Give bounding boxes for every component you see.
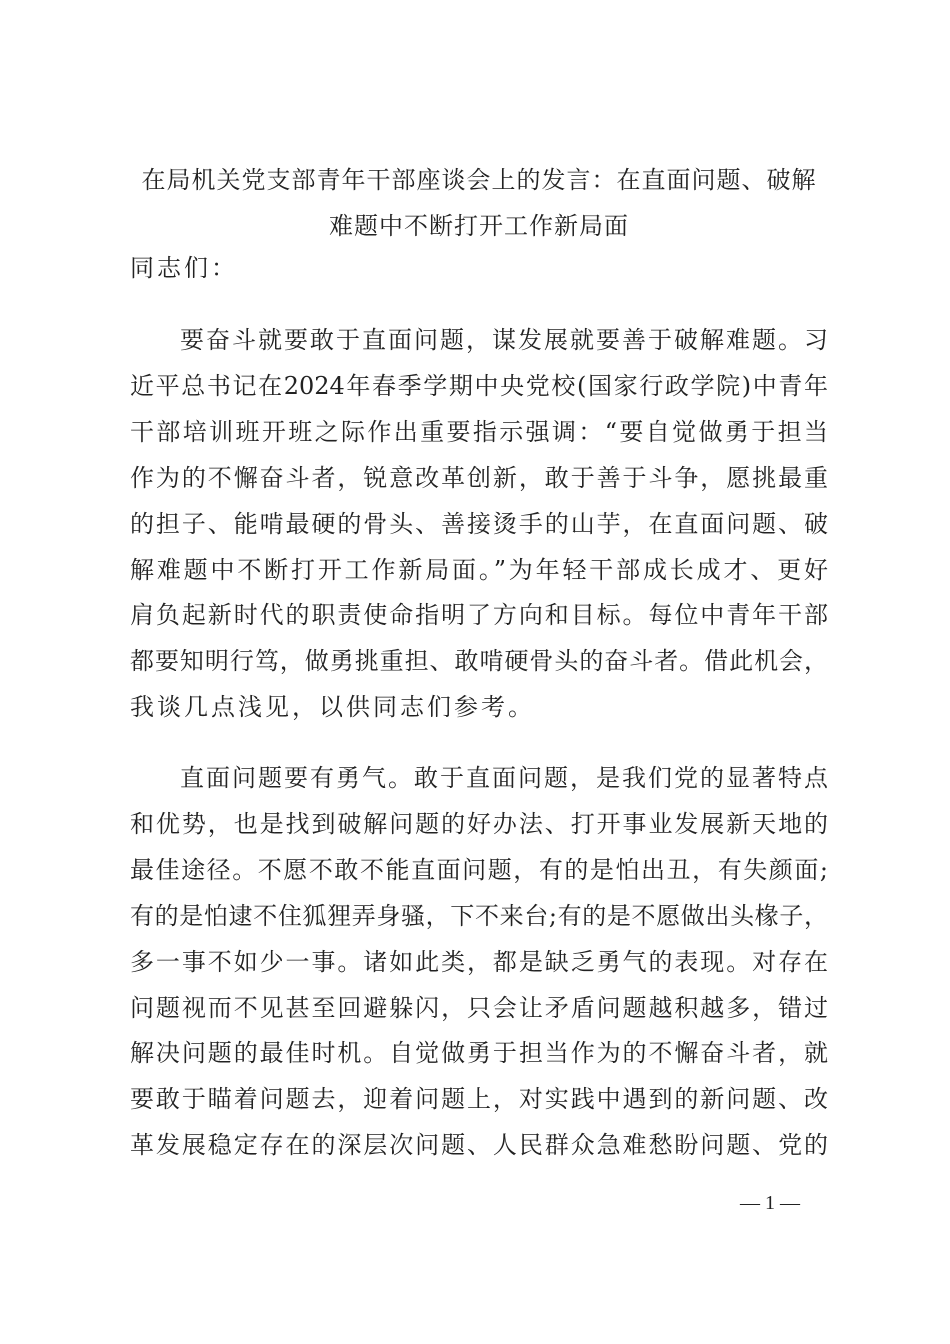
page-number: — 1 — — [740, 1192, 800, 1214]
paragraph-2-line: 要敢于瞄着问题去，迎着问题上，对实践中遇到的新问题、改 — [130, 1085, 828, 1114]
paragraph-1-line: 干部培训班开班之际作出重要指示强调：“要自觉做勇于担当 — [130, 417, 828, 446]
paragraph-2-line: 最佳途径。不愿不敢不能直面问题，有的是怕出丑，有失颜面; — [130, 855, 828, 884]
paragraph-1-line: 要奋斗就要敢于直面问题，谋发展就要善于破解难题。习 — [180, 326, 828, 354]
paragraph-1-line: 都要知明行笃，做勇挑重担、敢啃硬骨头的奋斗者。借此机会， — [130, 647, 828, 676]
paragraph-2-line: 直面问题要有勇气。敢于直面问题，是我们党的显著特点 — [180, 764, 828, 792]
paragraph-1-line: 我谈几点浅见，以供同志们参考。 — [130, 693, 535, 722]
paragraph-1-line: 作为的不懈奋斗者，锐意改革创新，敢于善于斗争，愿挑最重 — [130, 463, 828, 492]
paragraph-2-line: 和优势，也是找到破解问题的好办法、打开事业发展新天地的 — [130, 809, 828, 838]
paragraph-2-line: 问题视而不见甚至回避躲闪，只会让矛盾问题越积越多，错过 — [130, 993, 828, 1022]
paragraph-1-line: 近平总书记在2024年春季学期中央党校(国家行政学院)中青年 — [130, 371, 828, 400]
paragraph-1-line: 的担子、能啃最硬的骨头、善接烫手的山芋，在直面问题、破 — [130, 509, 828, 538]
paragraph-2-line: 解决问题的最佳时机。自觉做勇于担当作为的不懈奋斗者，就 — [130, 1039, 828, 1068]
document-title-line-2: 难题中不断打开工作新局面 — [329, 212, 629, 240]
paragraph-2-line: 有的是怕逮不住狐狸弄身骚，下不来台;有的是不愿做出头椽子， — [130, 901, 828, 930]
document-title-line-1: 在局机关党支部青年干部座谈会上的发言：在直面问题、破解 — [141, 166, 817, 194]
salutation: 同志们： — [130, 254, 238, 282]
paragraph-2-line: 革发展稳定存在的深层次问题、人民群众急难愁盼问题、党的 — [130, 1131, 828, 1160]
paragraph-1-line: 解难题中不断打开工作新局面。”为年轻干部成长成才、更好 — [130, 555, 828, 584]
paragraph-2-line: 多一事不如少一事。诸如此类，都是缺乏勇气的表现。对存在 — [130, 947, 828, 976]
paragraph-1-line: 肩负起新时代的职责使命指明了方向和目标。每位中青年干部 — [130, 601, 828, 630]
